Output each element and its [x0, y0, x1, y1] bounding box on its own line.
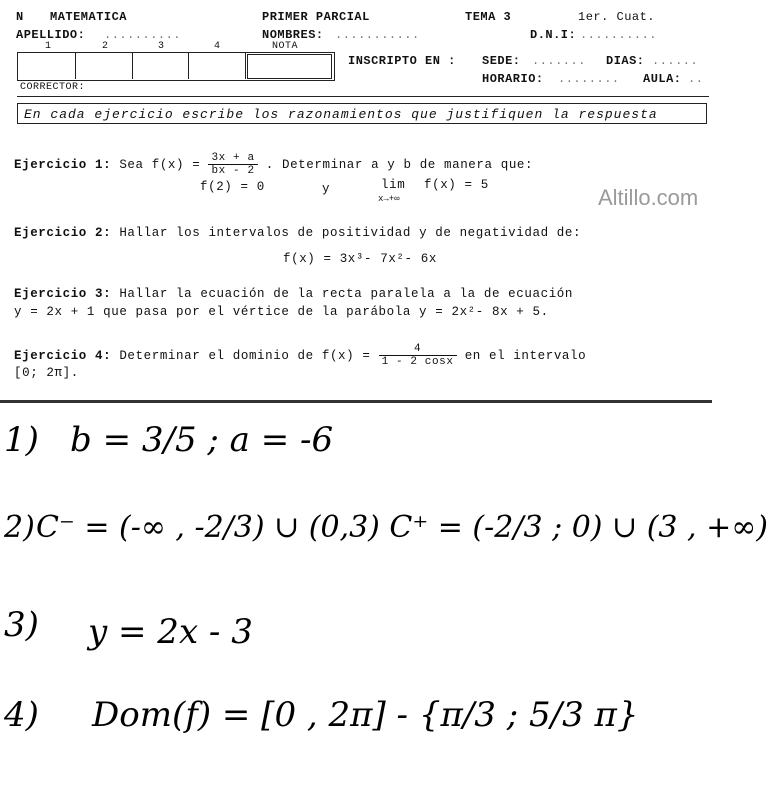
- nombres-label: NOMBRES:: [262, 28, 324, 42]
- aula-label: AULA:: [643, 72, 682, 86]
- exercise-4-text-b: en el intervalo: [464, 348, 587, 363]
- answer-3: y = 2x - 3: [88, 612, 253, 652]
- nota-box[interactable]: [247, 54, 332, 79]
- grade-cell-divider: [245, 52, 246, 79]
- corrector-label: CORRECTOR:: [20, 82, 86, 93]
- watermark: Altillo.com: [598, 185, 699, 210]
- grade-cell-divider: [132, 52, 133, 79]
- aula-field[interactable]: ..: [688, 72, 704, 86]
- horario-label: HORARIO:: [482, 72, 544, 86]
- exercise-3-text: Hallar la ecuación de la recta paralela a la de ecuación: [119, 287, 573, 301]
- dni-label: D.N.I:: [530, 28, 577, 42]
- fraction-denominator: bx - 2: [211, 165, 255, 177]
- theme-label: TEMA 3: [465, 10, 512, 24]
- sede-field[interactable]: .......: [532, 54, 586, 68]
- exercise-2-formula: f(x) = 3x³- 7x²- 6x: [283, 252, 437, 266]
- exercise-4: [14, 343, 586, 368]
- cell-label-4: 4: [214, 41, 221, 52]
- fraction-numerator: 4: [379, 343, 457, 356]
- cell-label-2: 2: [102, 41, 109, 52]
- nota-label: NOTA: [272, 41, 299, 52]
- sede-label: SEDE:: [482, 54, 521, 68]
- dni-field[interactable]: ..........: [580, 28, 658, 42]
- exam-title: PRIMER PARCIAL: [262, 10, 370, 24]
- apellido-field[interactable]: ..........: [104, 28, 182, 42]
- nombres-field[interactable]: ...........: [335, 28, 420, 42]
- horario-field[interactable]: ........: [558, 72, 620, 86]
- exercise-3-label: Ejercicio 3:: [14, 287, 112, 301]
- grade-cell-divider: [188, 52, 189, 79]
- header-n: N: [16, 10, 24, 24]
- answer-2: C⁻ = (-∞ , -2/3) ∪ (0,3) C⁺ = (-2/3 ; 0) ∪ (3 , +∞): [36, 510, 768, 545]
- answer-1-number: 1): [4, 420, 39, 460]
- answer-4: Dom(f) = [0 , 2π] - {π/3 ; 5/3 π}: [92, 695, 639, 735]
- exercise-1-cond2: f(x) = 5: [424, 178, 489, 192]
- exercise-4-interval: [0; 2π].: [14, 366, 79, 380]
- answer-1: b = 3/5 ; a = -6: [70, 420, 334, 460]
- divider: [17, 96, 709, 97]
- dias-field[interactable]: ......: [652, 54, 699, 68]
- exercise-4-label: Ejercicio 4:: [14, 348, 112, 363]
- exercise-1-fraction: [208, 152, 257, 177]
- exercise-1-text-b: . Determinar a y b de manera que:: [265, 157, 534, 172]
- exercise-1-lim-sub: x→+∞: [378, 194, 400, 204]
- term-label: 1er. Cuat.: [578, 10, 656, 24]
- instruction-box: En cada ejercicio escribe los razonamientos que justifiquen la respuesta: [17, 103, 707, 124]
- subject-title: MATEMATICA: [50, 10, 128, 24]
- section-divider: [0, 400, 712, 403]
- answer-4-number: 4): [4, 695, 39, 735]
- exercise-1: [14, 152, 533, 177]
- dias-label: DIAS:: [606, 54, 645, 68]
- exercise-1-cond1: f(2) = 0: [200, 180, 265, 194]
- grade-cell-divider: [75, 52, 76, 79]
- exercise-4-text: Determinar el dominio de f(x) =: [119, 348, 371, 363]
- exercise-2: [14, 226, 581, 240]
- fraction-denominator: 1 - 2 cosx: [381, 356, 454, 368]
- inscripto-label: INSCRIPTO EN :: [348, 54, 456, 68]
- cell-label-3: 3: [158, 41, 165, 52]
- exercise-1-text: Sea f(x) =: [119, 157, 201, 172]
- fraction-numerator: 3x + a: [208, 152, 257, 165]
- cell-label-1: 1: [45, 41, 52, 52]
- answer-2-number: 2): [4, 510, 35, 545]
- exercise-1-label: Ejercicio 1:: [14, 157, 112, 172]
- exercise-3: [14, 287, 573, 301]
- answer-3-number: 3): [4, 605, 39, 645]
- exercise-3-text2: y = 2x + 1 que pasa por el vértice de la parábola y = 2x²- 8x + 5.: [14, 305, 549, 319]
- exercise-4-fraction: [379, 343, 457, 368]
- exercise-2-label: Ejercicio 2:: [14, 226, 112, 240]
- apellido-label: APELLIDO:: [16, 28, 86, 42]
- exercise-1-lim: lim: [381, 178, 406, 192]
- exercise-1-and: y: [322, 182, 331, 196]
- exercise-2-text: Hallar los intervalos de positividad y de negatividad de:: [119, 226, 582, 240]
